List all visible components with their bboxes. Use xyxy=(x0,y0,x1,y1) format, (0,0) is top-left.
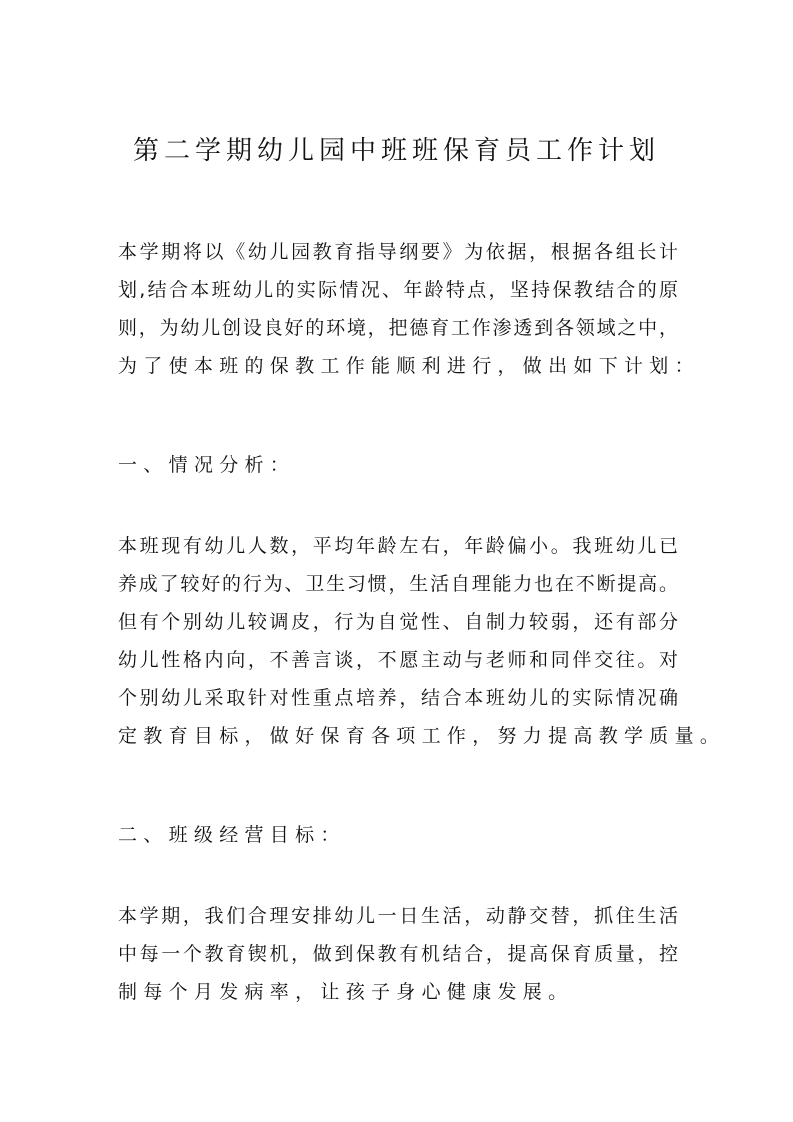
situation-analysis-paragraph xyxy=(118,527,726,755)
paragraph-line: 但有个别幼儿较调皮，行为自觉性、自制力较弱，还有部分 xyxy=(118,611,678,633)
paragraph-line: 制每个月发病率，让孩子身心健康发展。 xyxy=(118,981,574,1003)
paragraph-line: 定教育目标，做好保育各项工作，努力提高教学质量。 xyxy=(118,725,726,747)
intro-paragraph xyxy=(118,233,700,385)
paragraph-line: 中每一个教育锲机，做到保教有机结合，提高保育质量，控 xyxy=(118,943,678,965)
class-goals-paragraph xyxy=(118,897,678,1011)
paragraph-line: 养成了较好的行为、卫生习惯，生活自理能力也在不断提高。 xyxy=(118,573,678,595)
paragraph-line: 为了使本班的保教工作能顺利进行，做出如下计划： xyxy=(118,355,700,377)
paragraph-line: 则，为幼儿创设良好的环境，把德育工作渗透到各领域之中， xyxy=(118,317,678,339)
paragraph-line: 幼儿性格内向，不善言谈，不愿主动与老师和同伴交往。对 xyxy=(118,649,678,671)
section-heading-situation-analysis: 一、情况分析： xyxy=(118,454,296,476)
paragraph-line: 划,结合本班幼儿的实际情况、年龄特点，坚持保教结合的原 xyxy=(118,279,678,301)
document-title: 第二学期幼儿园中班班保育员工作计划 xyxy=(132,136,660,166)
paragraph-line: 本学期，我们合理安排幼儿一日生活，动静交替，抓住生活 xyxy=(118,905,678,927)
section-heading-class-goals: 二、班级经营目标： xyxy=(118,824,346,846)
paragraph-line: 个别幼儿采取针对性重点培养，结合本班幼儿的实际情况确 xyxy=(118,687,678,709)
paragraph-line: 本学期将以《幼儿园教育指导纲要》为依据，根据各组长计 xyxy=(118,241,678,263)
paragraph-line: 本班现有幼儿人数，平均年龄左右，年龄偏小。我班幼儿已 xyxy=(118,535,678,557)
